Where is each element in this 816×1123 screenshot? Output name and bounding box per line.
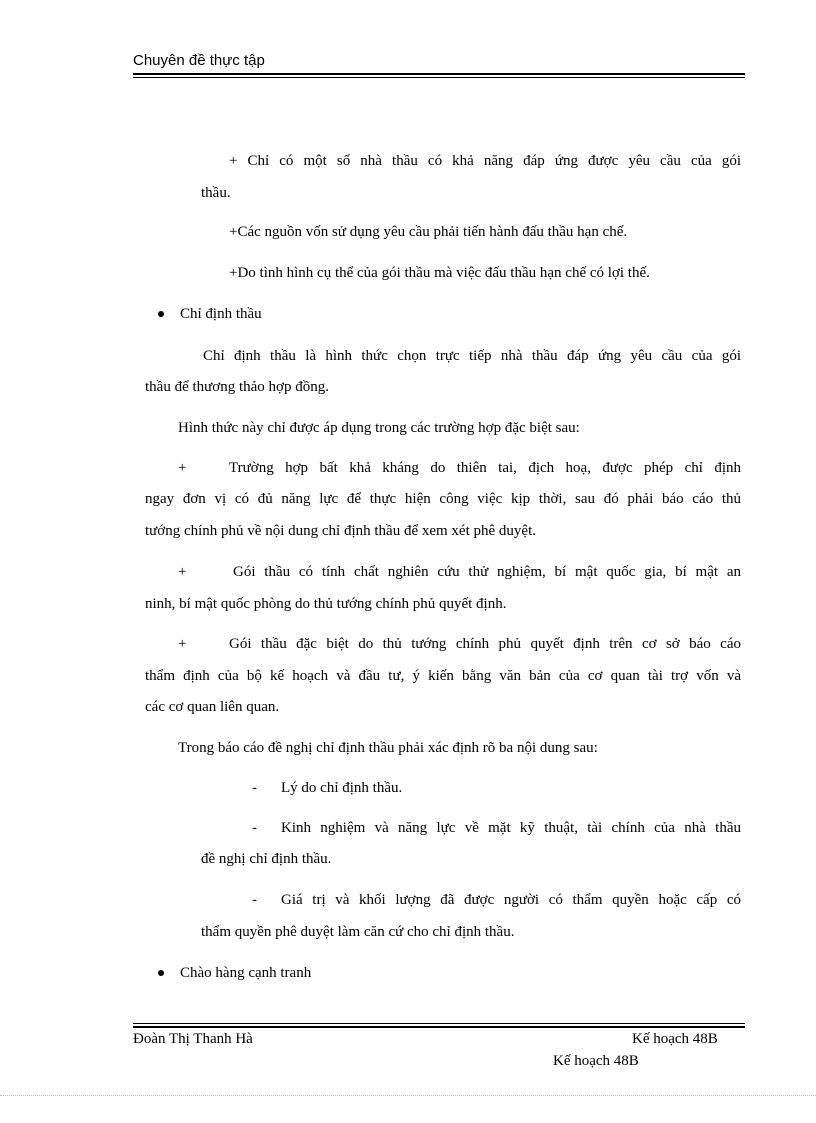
dash-item: Giá trị và khối lượng đã được người có thẩm quyền hoặc cấp có [281,892,741,908]
dash-marker: - [252,892,257,908]
footer-class-right: Kế hoạch 48B [632,1031,718,1047]
footer-author: Đoàn Thị Thanh Hà [133,1031,253,1047]
paragraph-line: thầu để thương thảo hợp đồng. [145,379,329,395]
page-header-title: Chuyên đề thực tập [133,52,265,69]
footer-class-below: Kế hoạch 48B [553,1053,639,1069]
paragraph-line: + Chỉ có một số nhà thầu có khả năng đáp ứng được yêu cầu của gói [229,153,741,169]
paragraph-line: Trường hợp bất khả kháng do thiên tai, địch hoạ, được phép chỉ định [229,460,741,476]
dash-item: đề nghị chỉ định thầu. [201,851,332,867]
paragraph-line: Chỉ định thầu là hình thức chọn trực tiếp nhà thầu đáp ứng yêu cầu của gói [203,348,741,364]
dash-marker: - [252,780,257,796]
paragraph-line: ngay đơn vị có đủ năng lực để thực hiện công việc kịp thời, sau đó phải báo cáo thủ [145,491,741,507]
footer-rule-thick [133,1026,745,1028]
dash-item: thẩm quyền phê duyệt làm căn cứ cho chỉ định thầu. [201,924,515,940]
bullet-heading: Chào hàng cạnh tranh [180,965,312,981]
page-break-divider [0,1095,816,1096]
paragraph-line: Trong báo cáo đề nghị chỉ định thầu phải xác định rõ ba nội dung sau: [178,740,598,756]
paragraph-line: thầu. [201,185,231,201]
footer-rule-thin [133,1023,745,1024]
plus-marker: + [178,636,187,652]
paragraph-line: Gói thầu có tính chất nghiên cứu thử nghiệm, bí mật quốc gia, bí mật an [233,564,741,580]
paragraph-line: +Do tình hình cụ thể của gói thầu mà việc đấu thầu hạn chế có lợi thế. [229,265,650,281]
paragraph-line: các cơ quan liên quan. [145,699,280,715]
dash-item: Lý do chỉ định thầu. [281,780,403,796]
header-rule-thin [133,77,745,78]
paragraph-line: Gói thầu đặc biệt do thủ tướng chính phủ quyết định trên cơ sở báo cáo [229,636,741,652]
bullet-icon [158,311,164,317]
paragraph-line: ninh, bí mật quốc phòng do thủ tướng chính phủ quyết định. [145,596,507,612]
paragraph-line: +Các nguồn vốn sử dụng yêu cầu phải tiến hành đấu thầu hạn chế. [229,224,628,240]
bullet-heading: Chỉ định thầu [180,306,262,322]
plus-marker: + [178,564,187,580]
dash-marker: - [252,820,257,836]
header-rule-thick [133,73,745,75]
bullet-icon [158,970,164,976]
paragraph-line: thẩm định của bộ kế hoạch và đầu tư, ý kiến bằng văn bản của cơ quan tài trợ vốn và [145,668,741,684]
paragraph-line: tướng chính phủ về nội dung chỉ định thầu để xem xét phê duyệt. [145,523,536,539]
dash-item: Kinh nghiệm và năng lực về mặt kỹ thuật, tài chính của nhà thầu [281,820,741,836]
paragraph-line: Hình thức này chỉ được áp dụng trong các trường hợp đặc biệt sau: [178,420,580,436]
plus-marker: + [178,460,187,476]
